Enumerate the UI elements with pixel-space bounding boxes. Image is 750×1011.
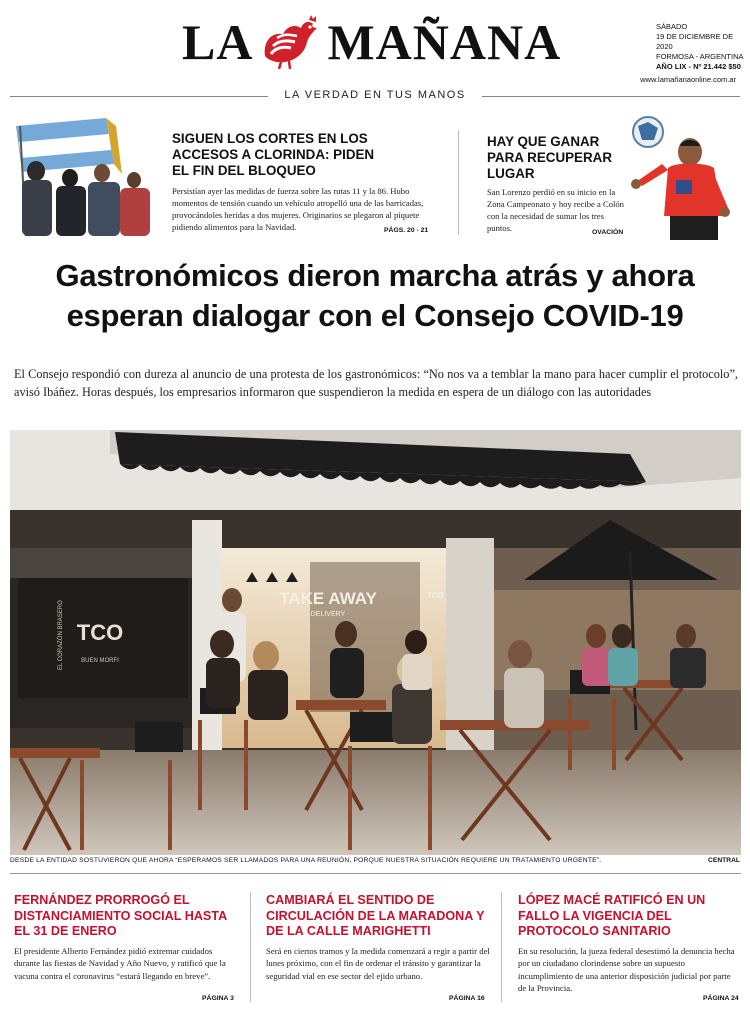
story-title: CAMBIARÁ EL SENTIDO DE CIRCULACIÓN DE LA MARADONA Y DE LA CALLE MARIGHETTI	[266, 893, 485, 938]
story-lopez-mace[interactable]	[518, 893, 740, 995]
vertical-sign: EL CORAZÓN BRASERO	[58, 600, 64, 670]
story-body: El presidente Alberto Fernández pidió extremar cuidados durante las fiestas de Navidad y Año Nuevo, y ratificó que la vacuna contra el coronavirus “estará llegando en breve”.	[14, 945, 226, 981]
teaser-body: Persistían ayer las medidas de fuerza sobre las rutas 11 y la 86. Hubo momentos de tensión cuando un vehículo atropelló una de las barricadas, provocándoles heridas a dos mujeres. Originarios se plegaron al piquete pidiendo alimentos para la Navidad.	[172, 186, 424, 232]
main-headline[interactable]: Gastronómicos dieron marcha atrás y ahora esperan dialogar con el Consejo COVID-19	[55, 258, 695, 333]
edition-info	[656, 62, 750, 72]
teaser-page-ref: PÁGS. 20 - 21	[384, 227, 429, 234]
story-page-ref: PÁGINA 3	[202, 995, 234, 1002]
section-divider	[10, 873, 741, 874]
website-link[interactable]: www.lamañanaonline.com.ar	[640, 75, 736, 84]
day: SÁBADO	[656, 22, 688, 31]
protest-photo[interactable]	[14, 116, 156, 236]
tco-side-sign: TCO	[427, 591, 444, 600]
teaser-title: HAY QUE GANAR PARA RECUPERAR LUGAR	[487, 134, 612, 181]
story-body: En su resolución, la jueza federal desestimó la denuncia hecha por un ciudadano clorindense sobre un supuesto incumplimiento de una anterior disposición judicial por parte de la Provincia.	[518, 945, 735, 993]
column-divider	[458, 130, 459, 235]
logo-text-la: LA	[182, 14, 254, 70]
newspaper-logo[interactable]	[182, 14, 561, 70]
teaser-title: SIGUEN LOS CORTES EN LOS ACCESOS A CLORINDA: PIDEN EL FIN DEL BLOQUEO	[172, 131, 375, 178]
teaser-san-lorenzo-body-wrap	[487, 186, 629, 234]
teaser-body: San Lorenzo perdió en su inicio en la Zona Campeonato y hoy recibe a Colón con la necesidad de sumar los tres puntos.	[487, 187, 624, 233]
teaser-section-ref: OVACIÓN	[592, 229, 624, 236]
photo-credit: CENTRAL	[708, 857, 740, 864]
location: FORMOSA - ARGENTINA	[656, 52, 744, 61]
masthead	[0, 0, 750, 90]
story-fernandez[interactable]	[14, 893, 239, 982]
photo-caption: DESDE LA ENTIDAD SOSTUVIERON QUE AHORA “ESPERAMOS SER LLAMADOS PARA UNA REUNIÓN, PORQUE NUESTRA SITUACIÓN REQUIERE UN TRATAMIENTO URGENTE”.	[10, 857, 602, 864]
teaser-clorinda[interactable]	[172, 131, 387, 179]
column-divider	[250, 892, 251, 1002]
story-title: FERNÁNDEZ PRORROGÓ EL DISTANCIAMIENTO SOCIAL HASTA EL 31 DE ENERO	[14, 893, 227, 938]
column-divider	[501, 892, 502, 1002]
tco-sign: TCO	[76, 620, 124, 645]
tagline-rule-right	[482, 96, 740, 97]
buen-morfi-sign: BUEN MORFI	[81, 658, 119, 664]
rooster-icon	[257, 14, 323, 70]
date: 19 DE DICIEMBRE DE 2020	[656, 32, 734, 51]
date-block	[656, 22, 750, 72]
story-page-ref: PÁGINA 24	[703, 995, 739, 1002]
teaser-san-lorenzo[interactable]	[487, 134, 627, 182]
tagline: LA VERDAD EN TUS MANOS	[284, 89, 466, 101]
take-away-sign: TAKE AWAY	[279, 589, 377, 608]
main-lead: El Consejo respondió con dureza al anuncio de una protesta de los gastronómicos: “No nos va a temblar la mano para hacer cumplir el protocolo”, avisó Ibáñez. Horas después, los empresarios informaron que suspendieron la medida en espera de un diálogo con las autoridades	[14, 367, 738, 399]
football-player-photo[interactable]	[624, 116, 740, 240]
story-title: LÓPEZ MACÉ RATIFICÓ EN UN FALLO LA VIGENCIA DEL PROTOCOLO SANITARIO	[518, 893, 706, 938]
teaser-clorinda-body-wrap	[172, 185, 444, 233]
logo-text-manana: MAÑANA	[327, 14, 562, 70]
delivery-sign: DELIVERY	[310, 611, 346, 618]
price: $50	[728, 62, 741, 71]
story-page-ref: PÁGINA 16	[449, 995, 485, 1002]
restaurant-photo[interactable]	[10, 430, 741, 855]
story-body: Será en ciertos tramos y la medida comenzará a regir a partir del lunes próximo, con el fin de ordenar el tránsito y garantizar la seguridad vial en ese sector del ejido urbano.	[266, 945, 490, 981]
story-circulacion[interactable]	[266, 893, 491, 982]
edition-number: AÑO LIX - Nº 21.442	[656, 62, 727, 71]
